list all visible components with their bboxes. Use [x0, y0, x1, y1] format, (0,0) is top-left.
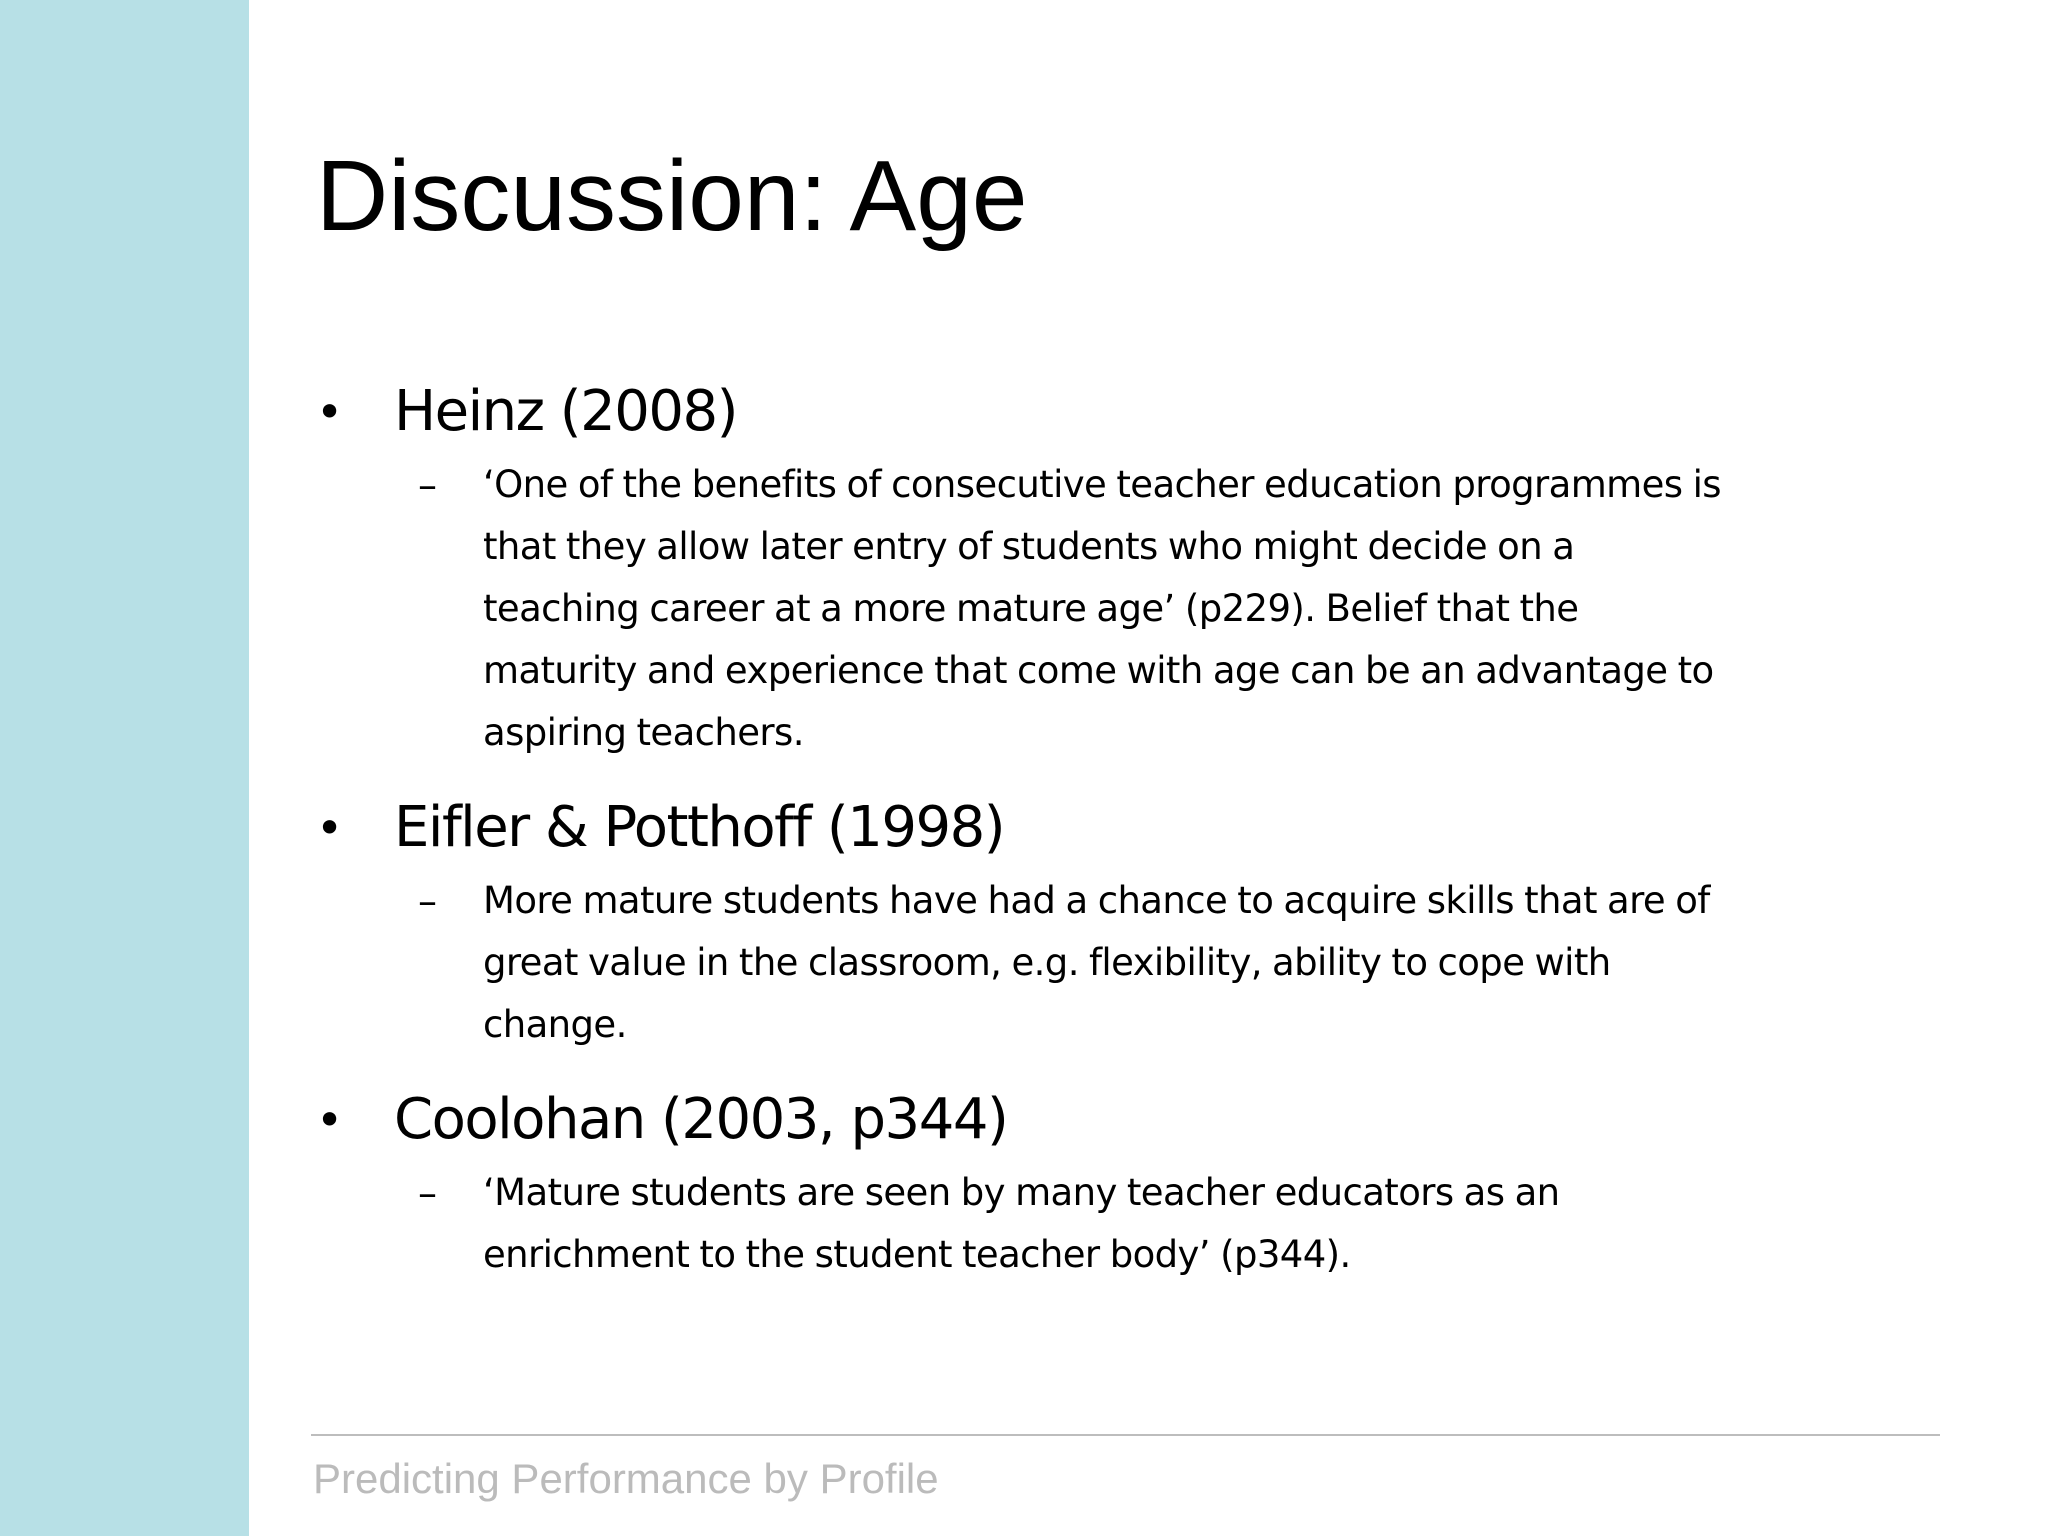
sub-bullet-text: More mature students have had a chance to acquire skills that are of great value in the classroom, e.g. flexibility, ability to cope with change.	[483, 879, 1710, 1046]
footer-text: Predicting Performance by Profile	[313, 1455, 939, 1502]
slide-title: Discussion: Age	[316, 140, 1028, 252]
sub-bullet-marker: –	[418, 1171, 437, 1215]
bullet-heading: Eifler & Potthoff (1998)	[394, 795, 1005, 860]
bullet-heading: Heinz (2008)	[394, 379, 738, 444]
spacer	[316, 1056, 1956, 1078]
sub-bullet-marker: –	[418, 879, 437, 923]
bullet-marker: •	[316, 801, 344, 855]
footer-divider	[311, 1434, 1940, 1436]
bullet-item-heinz	[316, 370, 1956, 764]
slide-body	[316, 370, 1956, 1286]
bullet-marker: •	[316, 385, 344, 439]
sub-bullet-text: ‘Mature students are seen by many teacher educators as an enrichment to the student teacher body’ (p344).	[483, 1171, 1560, 1276]
sub-bullet-text: ‘One of the benefits of consecutive teacher education programmes is that they allow later entry of students who might decide on a teaching career at a more mature age’ (p229). Belief that the maturity and experience that come with age can be an advantage to aspiring teachers.	[483, 463, 1721, 754]
sub-bullet-marker: –	[418, 463, 437, 507]
sidebar-accent-band	[0, 0, 249, 1536]
bullet-item-eifler-potthoff	[316, 786, 1956, 1056]
sub-bullet-item	[316, 870, 1956, 1056]
bullet-heading: Coolohan (2003, p344)	[394, 1087, 1008, 1152]
spacer	[316, 764, 1956, 786]
sub-bullet-item	[316, 454, 1956, 764]
bullet-item-coolohan	[316, 1078, 1956, 1286]
bullet-marker: •	[316, 1093, 344, 1147]
sub-bullet-item	[316, 1162, 1956, 1286]
